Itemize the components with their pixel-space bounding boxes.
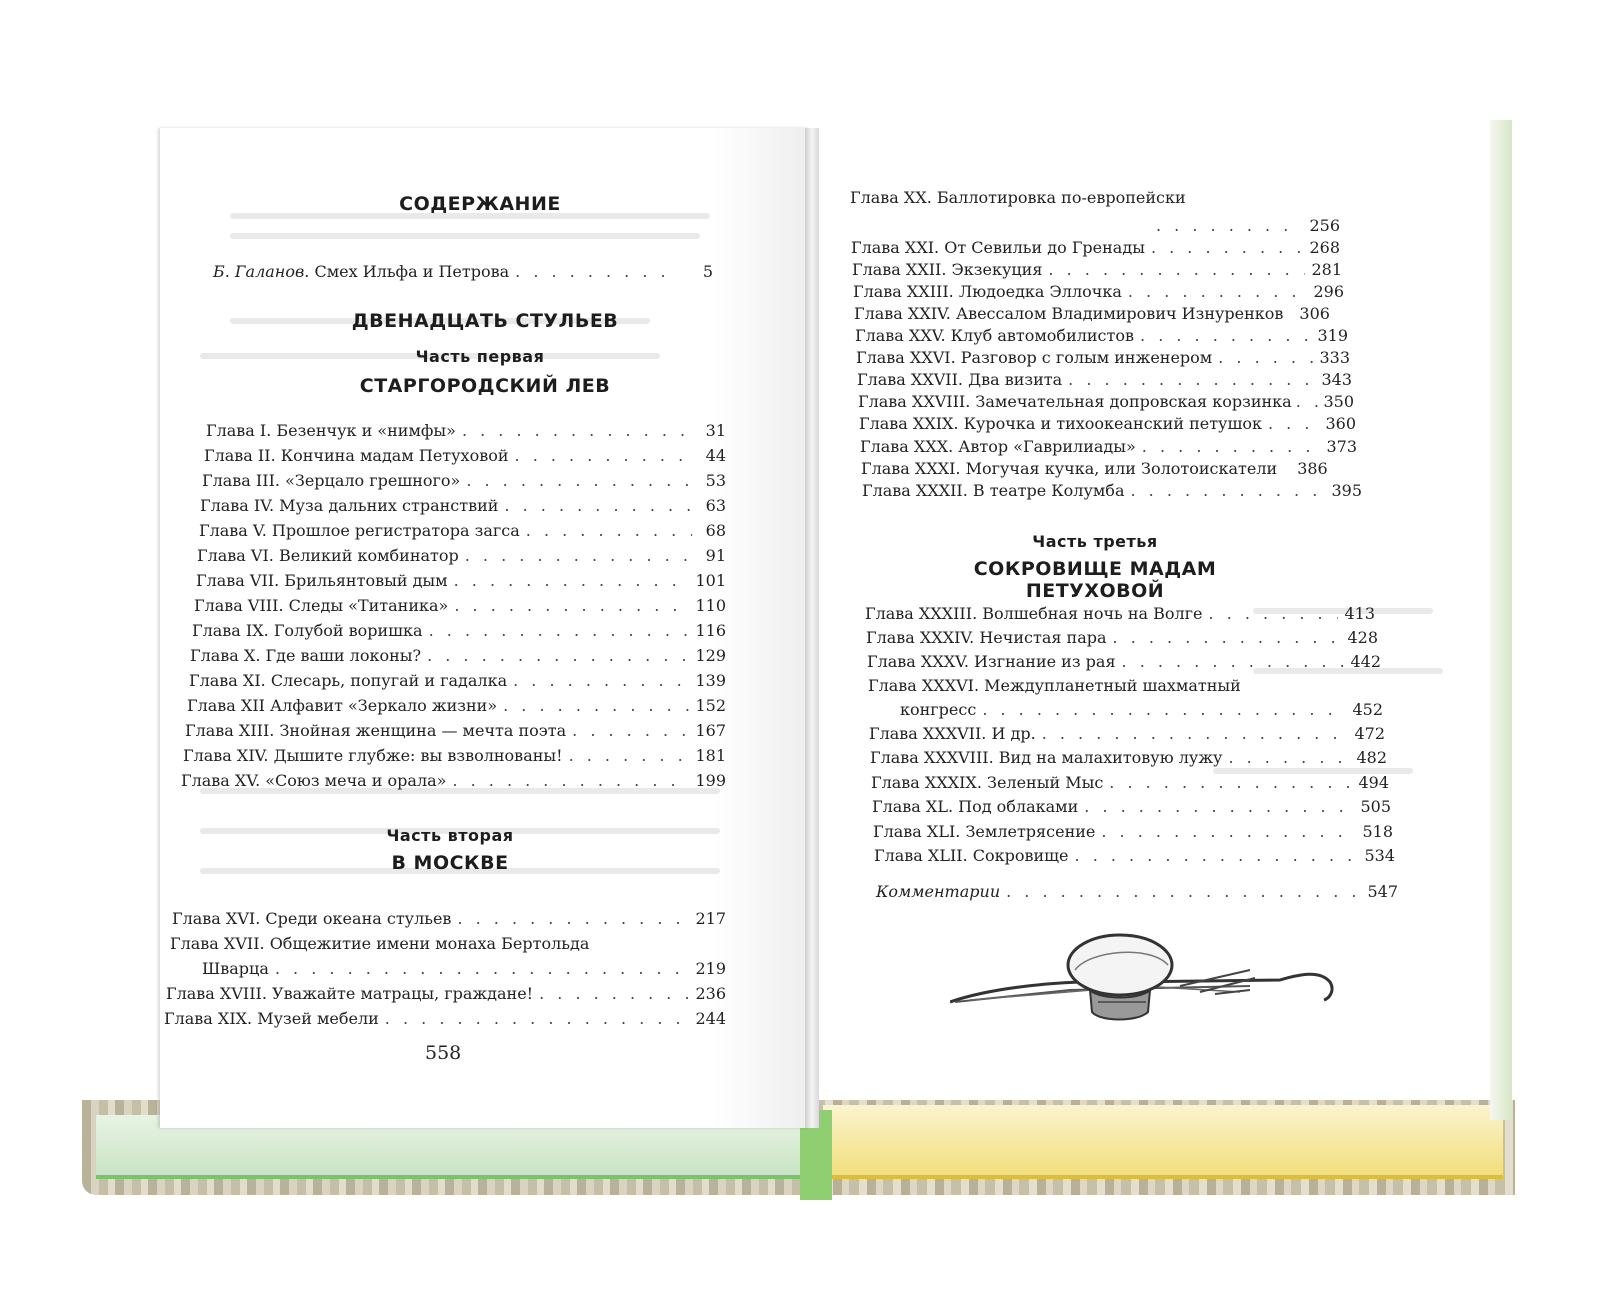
- toc-entry-page: 350: [1323, 392, 1354, 411]
- part1-label: Часть первая: [415, 347, 545, 366]
- toc-entry-page: 101: [695, 571, 726, 590]
- toc-entry-title: Глава XXVII. Два визита: [857, 370, 1063, 389]
- toc-entry: [189, 671, 726, 690]
- leader-dots: [1296, 392, 1320, 411]
- leader-dots: [1042, 724, 1349, 743]
- leader-dots: [539, 984, 689, 1003]
- toc-entry-page: 281: [1311, 260, 1342, 279]
- toc-entry-title: [213, 262, 509, 281]
- toc-entry-title: Глава XX. Баллотировка по-европейски: [850, 188, 1186, 207]
- leader-dots: [1268, 414, 1319, 433]
- toc-entry-page: 167: [695, 721, 726, 740]
- toc-entry: [199, 521, 726, 540]
- toc-entry: [204, 446, 726, 465]
- toc-entry-title: Глава XXIX. Курочка и тихоокеанский петушок: [859, 414, 1262, 433]
- leader-dots: [526, 521, 692, 540]
- leader-dots: [275, 959, 690, 978]
- toc-entry: [858, 392, 1354, 411]
- toc-entry-page: 518: [1362, 822, 1393, 841]
- toc-entry-intro: [213, 262, 713, 281]
- leader-dots: [385, 1009, 690, 1028]
- leader-dots: [1228, 748, 1350, 767]
- toc-entry: [183, 746, 726, 765]
- toc-entry: [202, 959, 726, 978]
- toc-entry-page: 268: [1309, 238, 1340, 257]
- toc-entry: [867, 652, 1381, 671]
- toc-entry-title: Глава XL. Под облаками: [872, 797, 1079, 816]
- toc-entry-title: Глава XVII. Общежитие имени монаха Бертольда: [170, 934, 590, 953]
- toc-entry-page: 199: [695, 771, 726, 790]
- toc-entry-page: 217: [695, 909, 726, 928]
- leader-dots: [569, 746, 690, 765]
- toc-entry-title: Глава XIII. Знойная женщина — мечта поэта: [185, 721, 567, 740]
- toc-entry-title: Глава XXXII. В театре Колумба: [862, 481, 1125, 500]
- leader-dots: [1109, 773, 1352, 792]
- leader-dots: [1006, 882, 1361, 901]
- toc-entry: [187, 696, 726, 715]
- toc-entry: [206, 421, 726, 440]
- toc-entry: [856, 348, 1350, 367]
- toc-entry-title: Глава XXVIII. Замечательная допровская корзинка: [858, 392, 1292, 411]
- toc-entry: [190, 646, 726, 665]
- toc-entry-title: Глава XXX. Автор «Гаврилиады»: [860, 437, 1136, 456]
- book-title: ДВЕНАДЦАТЬ СТУЛЬЕВ: [351, 310, 619, 332]
- toc-entry-title: Глава XXIII. Людоедка Эллочка: [853, 282, 1122, 301]
- toc-entry-page: 244: [695, 1009, 726, 1028]
- toc-entry-title: Глава VI. Великий комбинатор: [197, 546, 459, 565]
- toc-entry-page: 373: [1326, 437, 1357, 456]
- toc-entry-page: 116: [695, 621, 726, 640]
- toc-entry-page: 256: [1309, 216, 1340, 235]
- intro-author: Б. Галанов.: [213, 262, 310, 281]
- leader-dots: [1218, 348, 1313, 367]
- part3-title: СОКРОВИЩЕ МАДАМ ПЕТУХОВОЙ: [973, 558, 1217, 602]
- toc-entry: [181, 771, 726, 790]
- part3-label: Часть третья: [1032, 532, 1158, 551]
- toc-entry-page: 472: [1354, 724, 1385, 743]
- leader-dots: [1113, 628, 1342, 647]
- toc-entry: [192, 621, 726, 640]
- toc-entry-page: 343: [1321, 370, 1352, 389]
- toc-entry-title: Глава XXXIII. Волшебная ночь на Волге: [865, 604, 1203, 623]
- toc-entry-page: 547: [1367, 882, 1398, 901]
- toc-entry: [860, 437, 1357, 456]
- toc-entry-page: 395: [1331, 481, 1362, 500]
- leader-dots: [1140, 326, 1311, 345]
- toc-entry: [852, 260, 1342, 279]
- toc-entry: [874, 846, 1395, 865]
- toc-entry-page: 53: [705, 471, 726, 490]
- leader-dots: [982, 700, 1346, 719]
- part2-title: В МОСКВЕ: [391, 852, 509, 874]
- toc-entry-title: Глава XXXI. Могучая кучка, или Золотоискатели: [861, 459, 1278, 478]
- leader-dots: [429, 621, 690, 640]
- leader-dots: [465, 546, 692, 565]
- toc-entry-page: 129: [695, 646, 726, 665]
- toc-entry-page: 428: [1347, 628, 1378, 647]
- toc-entry-page: 296: [1313, 282, 1344, 301]
- toc-entry-title: Глава IX. Голубой воришка: [192, 621, 423, 640]
- toc-entry-page: 505: [1360, 797, 1391, 816]
- toc-entry-title: Глава XII Алфавит «Зеркало жизни»: [187, 696, 498, 715]
- toc-entry: [197, 546, 726, 565]
- toc-entry-title: Глава XXII. Экзекуция: [852, 260, 1043, 279]
- toc-entry: [1150, 216, 1340, 235]
- toc-entry-page: 386: [1297, 459, 1328, 478]
- toc-entry: [861, 459, 1361, 478]
- toc-entry: [857, 370, 1352, 389]
- intro-title: Смех Ильфа и Петрова: [309, 262, 510, 281]
- toc-entry-page: 482: [1356, 748, 1387, 767]
- toc-entry-title: Глава XI. Слесарь, попугай и гадалка: [189, 671, 508, 690]
- toc-entry-title: Глава XLII. Сокровище: [874, 846, 1069, 865]
- leader-dots: [457, 909, 689, 928]
- leader-dots: [1209, 604, 1339, 623]
- toc-entry-title: Глава XVIII. Уважайте матрацы, граждане!: [166, 984, 534, 1003]
- toc-entry-title: Глава XXXIV. Нечистая пара: [866, 628, 1107, 647]
- toc-entry-title: Глава VII. Брильянтовый дым: [196, 571, 448, 590]
- page-stack-right: [1490, 120, 1512, 1120]
- toc-entry: [166, 984, 726, 1003]
- leader-dots: [1075, 846, 1359, 865]
- leader-dots: [1101, 822, 1356, 841]
- toc-entry: [851, 238, 1340, 257]
- toc-entry: [200, 496, 726, 515]
- toc-entry: [854, 304, 1347, 323]
- leader-dots: [515, 262, 679, 281]
- toc-entry: [870, 748, 1387, 767]
- toc-entry-title: Глава I. Безенчук и «нимфы»: [206, 421, 456, 440]
- toc-entry-title: Глава XIX. Музей мебели: [164, 1009, 379, 1028]
- toc-entry-page: 110: [695, 596, 726, 615]
- toc-entry-title: Комментарии: [876, 882, 1001, 901]
- toc-entry-page: 452: [1352, 700, 1383, 719]
- toc-entry-title: Глава IV. Муза дальних странствий: [200, 496, 499, 515]
- toc-entry-title: Глава XV. «Союз меча и орала»: [181, 771, 447, 790]
- toc-entry: [871, 773, 1389, 792]
- leader-dots: [1048, 260, 1305, 279]
- page-number-left: 558: [425, 1042, 462, 1064]
- toc-entry: [185, 721, 726, 740]
- toc-entry: [865, 604, 1375, 623]
- leader-dots: [1128, 282, 1308, 301]
- toc-entry-title: Глава V. Прошлое регистратора загса: [199, 521, 520, 540]
- toc-entry-page: 360: [1325, 414, 1356, 433]
- toc-entry: [196, 571, 726, 590]
- toc-entry-page: 219: [695, 959, 726, 978]
- toc-entry-page: 442: [1350, 652, 1381, 671]
- toc-entry-title: Глава XXXV. Изгнание из рая: [867, 652, 1116, 671]
- leader-dots: [462, 421, 692, 440]
- toc-entry: [866, 628, 1378, 647]
- toc-entry-title: Глава XXXVIII. Вид на малахитовую лужу: [870, 748, 1223, 767]
- leader-dots: [454, 596, 689, 615]
- leader-dots: [466, 471, 692, 490]
- leader-dots: [427, 646, 689, 665]
- toc-entry: [873, 822, 1393, 841]
- toc-entry-page: 68: [705, 521, 726, 540]
- part1-title: СТАРГОРОДСКИЙ ЛЕВ: [359, 375, 611, 397]
- toc-entry-page: 63: [705, 496, 726, 515]
- toc-entry-page: 44: [705, 446, 726, 465]
- toc-entry: [900, 700, 1383, 719]
- toc-entry-title: Глава X. Где ваши локоны?: [190, 646, 422, 665]
- toc-entry: [869, 724, 1385, 743]
- toc-entry-page: 5: [702, 262, 713, 281]
- toc-entry: [853, 282, 1344, 301]
- toc-entry-title: Глава III. «Зерцало грешного»: [202, 471, 461, 490]
- toc-title: СОДЕРЖАНИЕ: [399, 193, 561, 215]
- leader-dots: [1068, 370, 1315, 389]
- leader-dots: [1122, 652, 1345, 671]
- toc-entry: [164, 1009, 726, 1028]
- toc-entry: [172, 909, 726, 928]
- leader-dots: [513, 671, 689, 690]
- toc-entry-page: 181: [695, 746, 726, 765]
- leader-dots: [1084, 797, 1354, 816]
- leader-dots: [503, 696, 689, 715]
- toc-entry-page: 534: [1364, 846, 1395, 865]
- toc-entry-title: Глава XIV. Дышите глубже: вы взволнованы!: [183, 746, 563, 765]
- toc-entry-title: Глава XXXVI. Междупланетный шахматный: [868, 676, 1241, 695]
- toc-entry: [859, 414, 1356, 433]
- toc-entry-title: Шварца: [202, 959, 269, 978]
- toc-entry-title: Глава XVI. Среди океана стульев: [172, 909, 452, 928]
- toc-entry: [872, 797, 1391, 816]
- toc-entry-title: Глава II. Кончина мадам Петуховой: [204, 446, 509, 465]
- leader-dots: [515, 446, 692, 465]
- toc-entry: [862, 481, 1362, 500]
- toc-entry-title: Глава XXXVII. И др.: [869, 724, 1036, 743]
- toc-entry-title: Глава XXVI. Разговор с голым инженером: [856, 348, 1213, 367]
- umbrella-hat-illustration: [950, 930, 1350, 1040]
- toc-entry-title: Глава VIII. Следы «Титаника»: [194, 596, 449, 615]
- toc-entry-page: 152: [695, 696, 726, 715]
- toc-entry-page: 494: [1358, 773, 1389, 792]
- toc-entry-page: 333: [1319, 348, 1350, 367]
- toc-entry: [202, 471, 726, 490]
- toc-entry-page: 236: [695, 984, 726, 1003]
- toc-entry-page: 306: [1299, 304, 1330, 323]
- toc-entry-title: Глава XXIV. Авессалом Владимирович Изнуренков: [854, 304, 1284, 323]
- toc-entry-title: Глава XXV. Клуб автомобилистов: [855, 326, 1135, 345]
- part2-label: Часть вторая: [386, 826, 514, 845]
- leader-dots: [1156, 216, 1303, 235]
- toc-entry-title: Глава XXXIX. Зеленый Мыс: [871, 773, 1104, 792]
- toc-entry: [855, 326, 1348, 345]
- toc-entry-title: Глава XXI. От Севильи до Гренады: [851, 238, 1145, 257]
- leader-dots: [452, 771, 689, 790]
- toc-entry-title: конгресс: [900, 700, 977, 719]
- toc-entry-page: 413: [1344, 604, 1375, 623]
- toc-entry-page: 139: [695, 671, 726, 690]
- toc-entry: [194, 596, 726, 615]
- leader-dots: [504, 496, 692, 515]
- leader-dots: [454, 571, 690, 590]
- leader-dots: [572, 721, 689, 740]
- toc-entry-page: 91: [705, 546, 726, 565]
- toc-entry-page: 319: [1317, 326, 1348, 345]
- leader-dots: [1142, 437, 1321, 456]
- toc-entry-page: 31: [705, 421, 726, 440]
- toc-entry-commentary: [876, 882, 1398, 901]
- leader-dots: [1151, 238, 1304, 257]
- toc-entry-title: Глава XLI. Землетрясение: [873, 822, 1096, 841]
- leader-dots: [1130, 481, 1325, 500]
